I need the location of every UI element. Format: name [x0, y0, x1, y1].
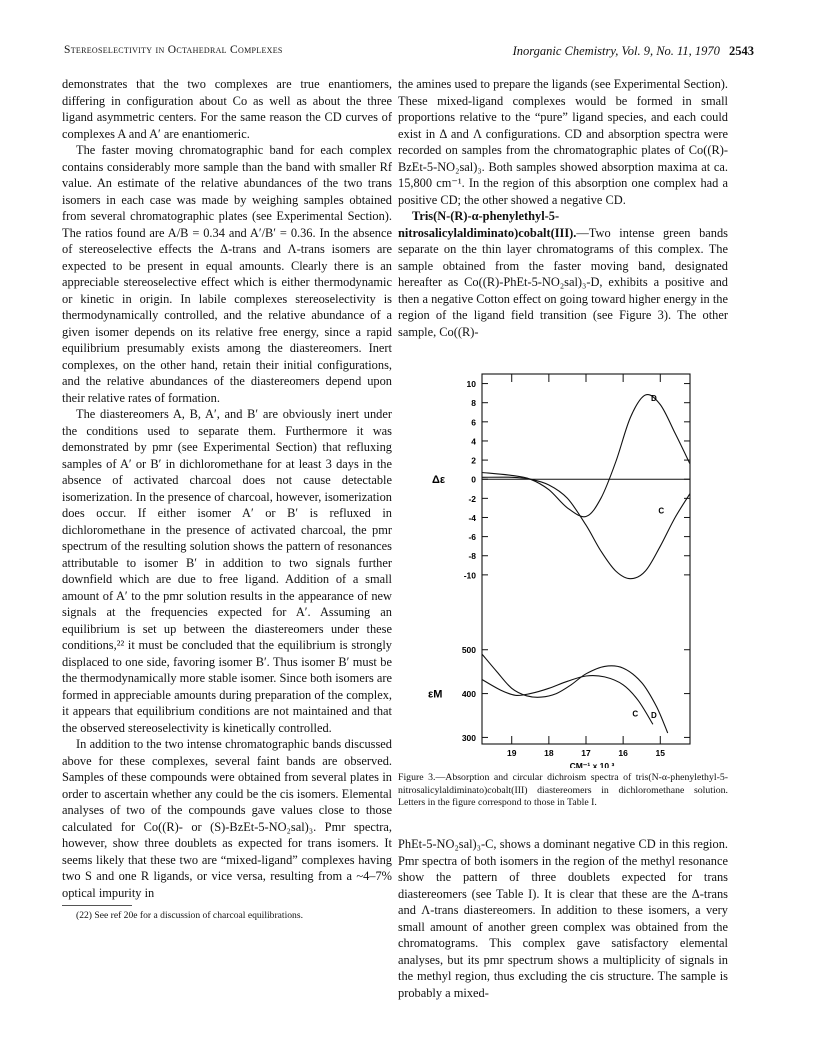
journal-name: Inorganic Chemistry, Vol. 9, No. 11, 1970 [512, 44, 720, 58]
right-paragraph-2-body: —Two intense green bands separate on the thin layer chromatograms of this complex. The sample obtained from the faster moving band, designated hereafter as Co((R)-PhEt-5-NO₂sal)₃-D, exhibits a positive and then a negative Cotton effect on going toward higher energy in the region of the ligand field transition (see Figure 3). The other sample, Co((R)- [398, 225, 728, 339]
right-column-bottom [398, 836, 728, 1001]
abs-label-d: D [651, 711, 657, 721]
journal-citation [513, 44, 754, 59]
abs-curve-c [482, 676, 653, 725]
left-paragraph-1: demonstrates that the two complexes are true enantiomers, differing in configuration about Co as well as about the three ligand asymmetric centers. For the same reason the CD curves of complexes A and A′ are enantiomeric. [62, 77, 392, 141]
page-header [64, 44, 754, 64]
figure-3-chart [398, 368, 728, 768]
abs-y-axis-label: εM [428, 688, 443, 701]
cd-label-c: C [658, 506, 665, 516]
left-paragraph-4: In addition to the two intense chromatographic bands discussed above for these complexes, several faint bands are observed. Samples of these compounds were obtained from several plates in order to ascertain whether any could be the cis isomers. Elemental analyses of two of the compounds gave values close to those calculated for Co((R)- or (S)-BzEt-5-NO₂sal)₃. Pmr spectra, however, show three doublets as expected for trans isomers. It seems likely that these two are “mixed-ligand” complexes having two S and one R ligands, or vice versa, resulting from a ~4–7% optical impurity in [62, 737, 392, 900]
left-paragraph-3: The diastereomers A, B, A′, and B′ are obviously inert under the conditions used to separate them. Furthermore it was demonstrated by pmr (see Experimental Section) that refluxing samples of A′ or B′ in dichloromethane for at least 3 days in the absence of activated charcoal does not cause detectable isomerization. In the presence of charcoal, however, isomerization does occur. If either isomer A′ or B′ is refluxed in dichloromethane in the presence of activated charcoal, the pmr spectrum of the resulting solution shows the pattern of resonances attributable to isomer B′ in addition to two signals further downfield which are due to free ligand. Addition of a small amount of A′ to the pmr solution results in the appearance of new signals at the frequencies expected for A′. Assuming an equilibrium is set up between the diastereomers under these conditions,²² it must be concluded that the equilibrium is strongly displaced to one side, favoring isomer B′. Thus isomer B′ must be the thermodynamically more stable isomer. Since both isomers are formed in appreciable amounts during preparation of the complex, it appears that equilibrium conditions are not maintained and that the observed stereoselectivity is kinetically controlled. [62, 407, 392, 735]
left-paragraph-2: The faster moving chromatographic band for each complex contains considerably more sample than the band with smaller Rf value. An estimate of the relative abundances of the two trans isomers in each case was made by weighing samples obtained from several chromatographic plates (see Experimental Section). The ratios found are A/B = 0.34 and A′/B′ = 0.36. In the absence of stereoselective effects the Δ-trans and Λ-trans isomers are expected to be present in equal amounts. Clearly there is an appreciable stereoselective effect which is either thermodynamic or kinetic in origin. In labile complexes stereoselectivity is thermodynamically controlled, and the relative abundance of a given isomer depends on its relative free energy, since a rapid equilibrium presumably exists among the diastereomers. Inert complexes, on the other hand, retain their initial configurations, and the relative abundances of the diastereomers depend upon their relative rates of formation. [62, 143, 392, 405]
x-axis-label: CM⁻¹ x 10 ³ [569, 761, 615, 768]
cd-y-tick-label: -2 [468, 493, 476, 504]
cd-y-tick-label: 0 [471, 474, 476, 485]
cd-y-axis-label: Δε [432, 474, 446, 487]
left-column [62, 76, 392, 922]
abs-y-tick-label: 400 [461, 689, 476, 700]
figure-3 [398, 368, 728, 768]
section-heading: Tris(N-(R)-α-phenylethyl-5-nitrosalicylaldiminato)cobalt(III). [398, 209, 577, 240]
x-tick-label: 16 [618, 748, 628, 758]
footnote-rule [62, 905, 132, 906]
figure-caption: Figure 3.—Absorption and circular dichroism spectra of tris(N-α-phenylethyl-5-nitrosalicylaldiminato)cobalt(III) diastereomers in dichloromethane solution. Letters in the figure correspond to those in Table I. [398, 772, 728, 808]
cd-y-tick-label: 6 [471, 417, 476, 428]
abs-label-c: C [632, 709, 639, 719]
running-title: Stereoselectivity in Octahedral Complexes [64, 44, 283, 56]
page-number: 2543 [729, 44, 754, 58]
footnote: (22) See ref 20e for a discussion of charcoal equilibrations. [76, 910, 303, 921]
cd-y-tick-label: 4 [471, 436, 476, 447]
cd-y-tick-label: -6 [468, 532, 476, 543]
cd-y-tick-label: 8 [471, 398, 476, 409]
right-column-top [398, 76, 728, 340]
x-tick-label: 15 [655, 748, 666, 758]
x-tick-label: 17 [581, 748, 591, 758]
plot-frame [482, 374, 690, 744]
right-paragraph-1: the amines used to prepare the ligands (see Experimental Section). These mixed-ligand complexes would be formed in small proportions relative to the “pure” ligand species, and each could exist in Δ and Λ configurations. CD and absorption spectra were recorded on samples from the chromatographic plates of Co((R)-BzEt-5-NO₂sal)₃. Both samples showed absorption maxima at ca. 15,800 cm⁻¹. In the region of this absorption one complex had a positive CD; the other showed a negative CD. [398, 77, 728, 207]
x-tick-label: 19 [506, 748, 517, 758]
cd-curve-c [482, 477, 690, 579]
right-paragraph-3: PhEt-5-NO₂sal)₃-C, shows a dominant negative CD in this region. Pmr spectra of both isomers in the region of the methyl resonance show the pattern of three doublets expected for trans diastereomers (see Table I). It is clear that these are the Δ-trans and Λ-trans diastereomers. In addition to these isomers, a very small amount of another green complex was obtained from the chromatograms. This complex gave satisfactory elemental analyses, but its pmr spectrum shows a multiplicity of signals in the methyl region, thus excluding the cis structure. The sample is probably a mixed- [398, 837, 728, 1000]
cd-curve-d [482, 395, 690, 517]
cd-y-tick-label: -8 [468, 551, 476, 562]
cd-label-d: D [651, 393, 657, 403]
x-tick-label: 18 [544, 748, 554, 758]
abs-y-tick-label: 500 [461, 645, 476, 656]
cd-y-tick-label: -4 [468, 512, 476, 523]
abs-y-tick-label: 300 [461, 732, 476, 743]
right-paragraph-2 [398, 208, 728, 340]
cd-y-tick-label: -10 [463, 570, 476, 581]
cd-y-tick-label: 2 [471, 455, 476, 466]
cd-y-tick-label: 10 [466, 379, 476, 390]
